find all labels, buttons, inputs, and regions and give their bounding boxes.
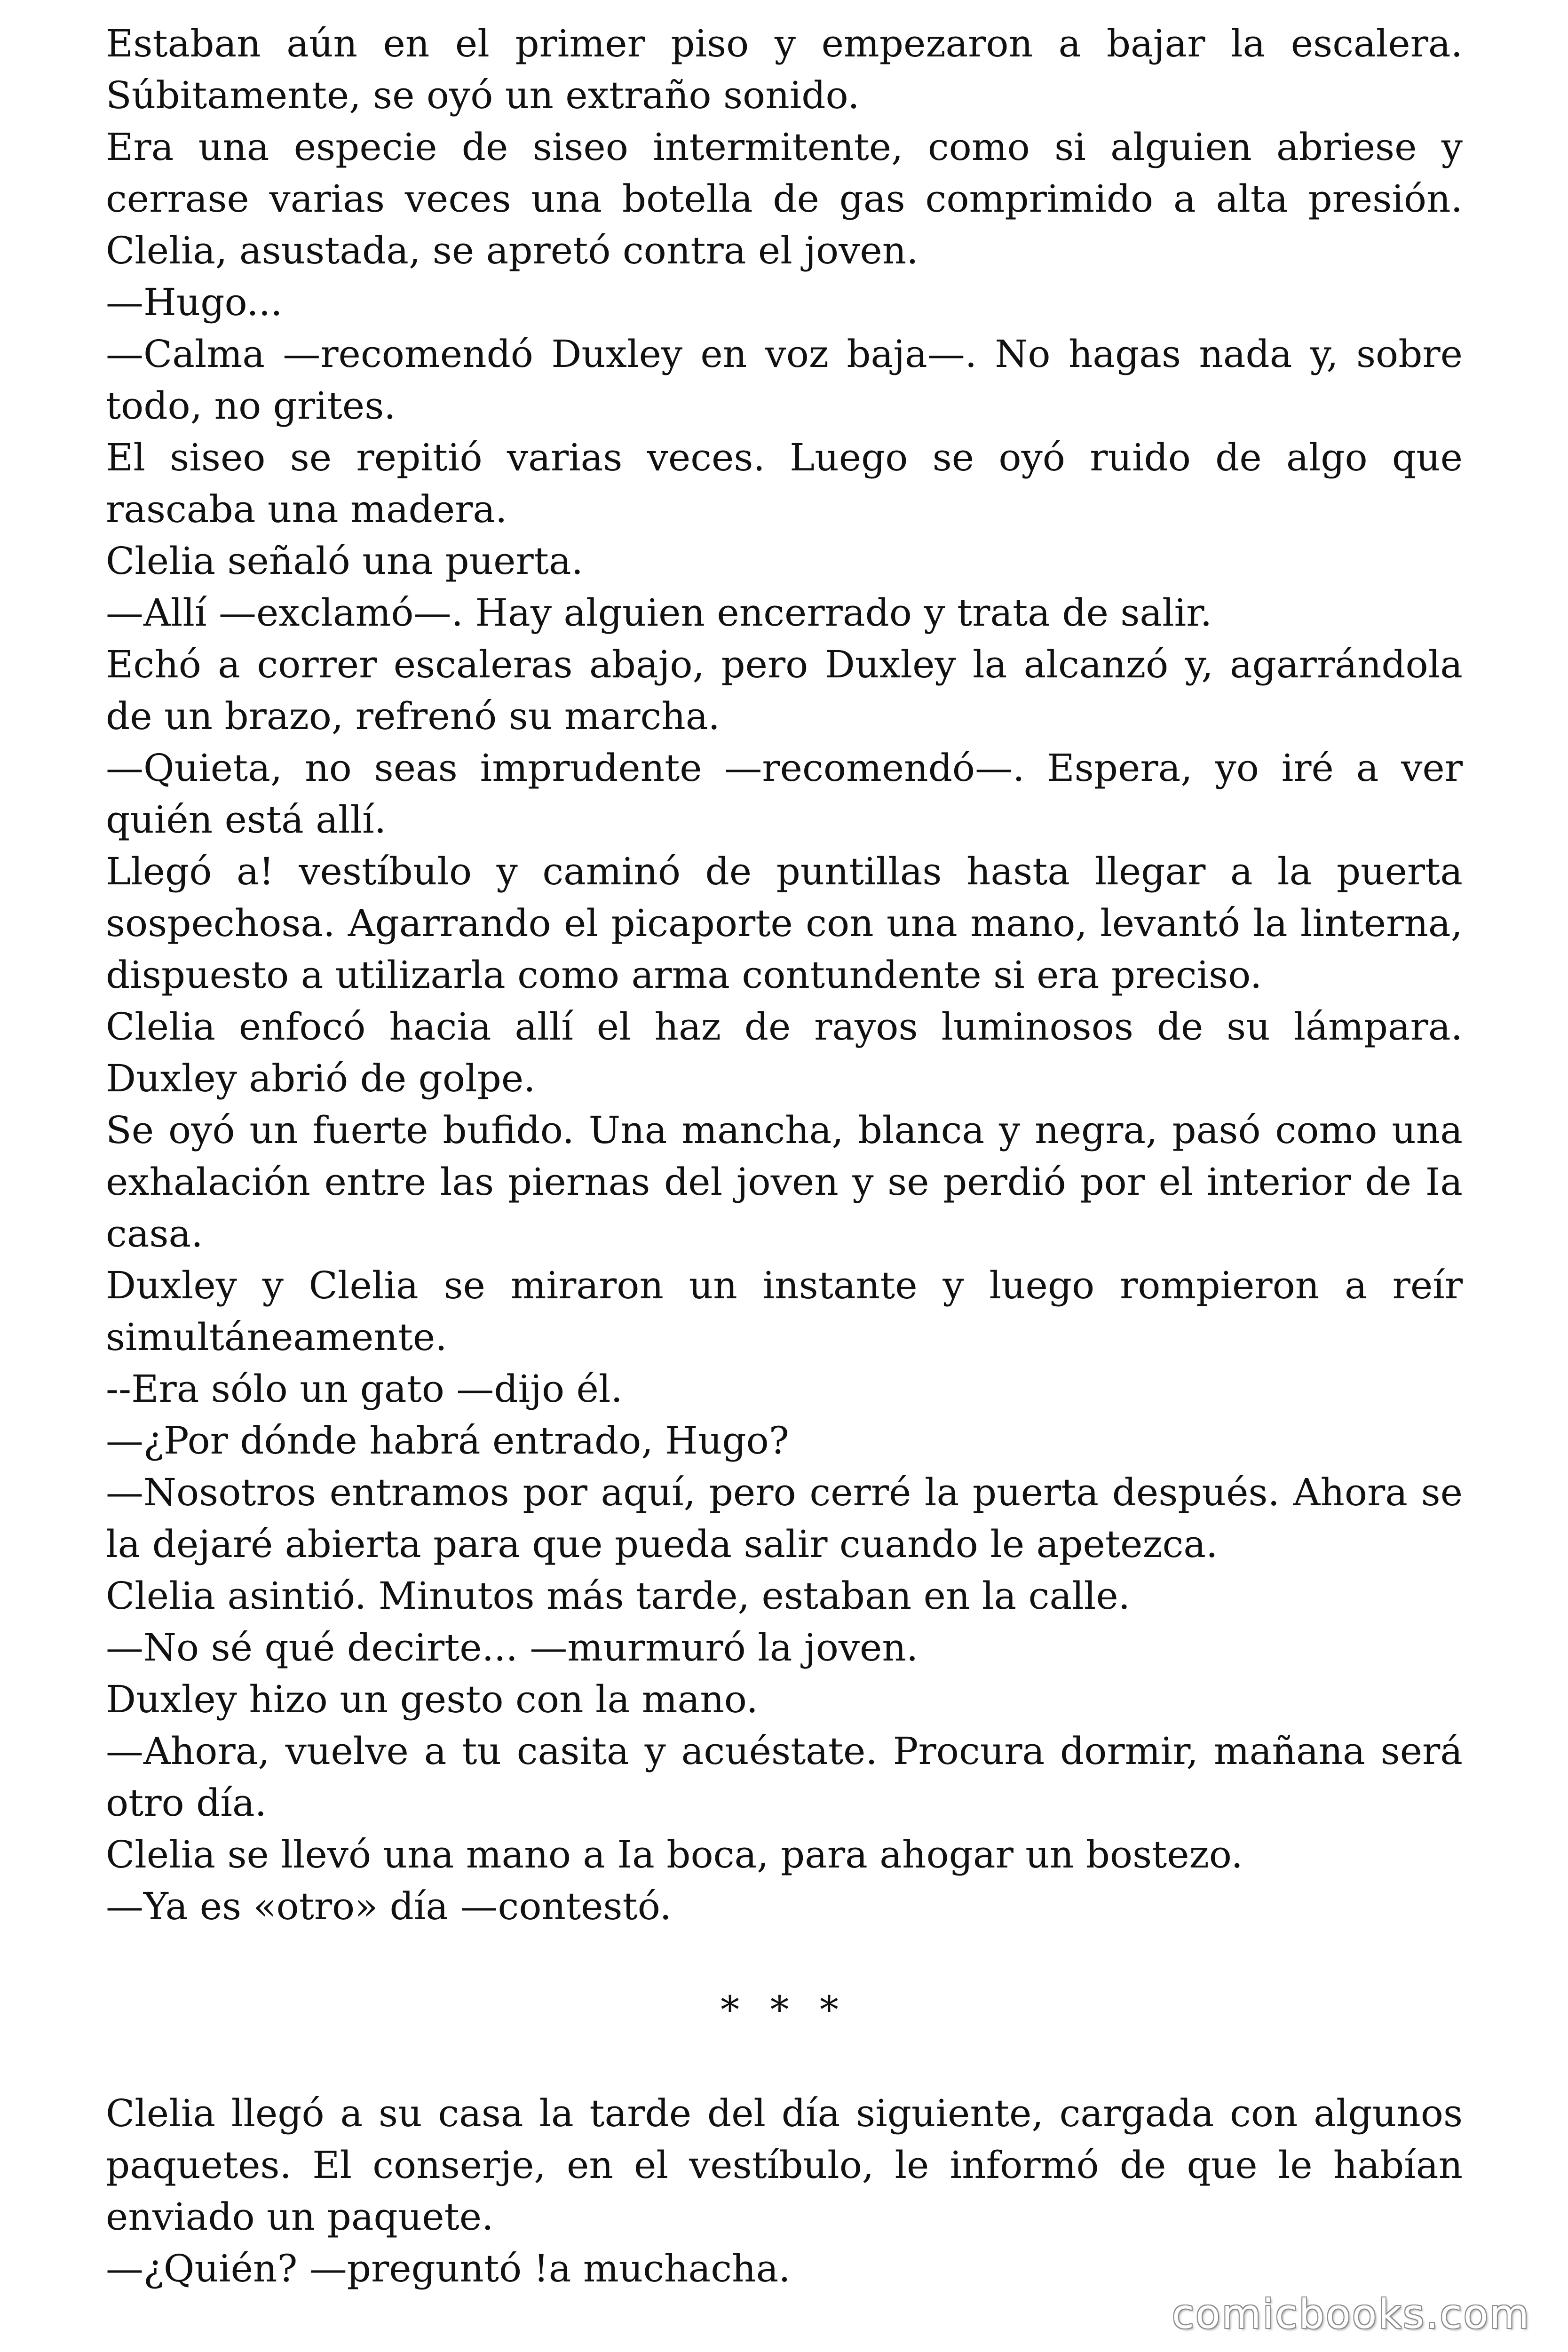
watermark-logo: comicbooks.com [1172, 2291, 1530, 2338]
paragraph: Clelia señaló una puerta. [106, 539, 583, 583]
paragraph: —Allí —exclamó—. Hay alguien encerrado y trata de salir. [106, 591, 1212, 635]
paragraph: Estaban aún en el primer piso y empezaron a bajar la escalera. Súbitamente, se oyó un extraño sonido. [106, 22, 1463, 117]
paragraph: El siseo se repitió varias veces. Luego se oyó ruido de algo que rascaba una madera. [106, 436, 1463, 531]
paragraph: —Nosotros entramos por aquí, pero cerré la puerta después. Ahora se la dejaré abierta para que pueda salir cuando le apetezca. [106, 1470, 1463, 1566]
text-section-after-separator [106, 2088, 1463, 2295]
paragraph: Se oyó un fuerte bufido. Una mancha, blanca y negra, pasó como una exhalación entre las piernas del joven y se perdió por el interior de Ia casa. [106, 1108, 1463, 1255]
paragraph: Clelia se llevó una mano a Ia boca, para ahogar un bostezo. [106, 1833, 1243, 1876]
paragraph: Duxley y Clelia se miraron un instante y luego rompieron a reír simultáneamente. [106, 1263, 1463, 1359]
scene-separator: * * * [721, 1988, 848, 2032]
paragraph: —¿Quién? —preguntó !a muchacha. [106, 2247, 791, 2290]
paragraph: —Calma —recomendó Duxley en voz baja—. No hagas nada y, sobre todo, no grites. [106, 332, 1463, 428]
paragraph: Era una especie de siseo intermitente, como si alguien abriese y cerrase varias veces una botella de gas comprimido a alta presión. Clelia, asustada, se apretó contra el joven. [106, 125, 1463, 272]
paragraph: Duxley hizo un gesto con la mano. [106, 1677, 758, 1721]
paragraph: Clelia asintió. Minutos más tarde, estaban en la calle. [106, 1574, 1131, 1618]
paragraph: Clelia llegó a su casa la tarde del día siguiente, cargada con algunos paquetes. El conserje, en el vestíbulo, le informó de que le habían enviado un paquete. [106, 2091, 1463, 2239]
paragraph: Echó a correr escaleras abajo, pero Duxley la alcanzó y, agarrándola de un brazo, refrenó su marcha. [106, 643, 1463, 738]
paragraph: Clelia enfocó hacia allí el haz de rayos luminosos de su lámpara. Duxley abrió de golpe. [106, 1005, 1463, 1100]
text-section-before-separator [106, 18, 1463, 1932]
paragraph: Llegó a! vestíbulo y caminó de puntillas hasta llegar a la puerta sospechosa. Agarrando el picaporte con una mano, levantó la linterna, dispuesto a utilizarla como arma contundente si era preciso. [106, 850, 1463, 997]
paragraph: —Ya es «otro» día —contestó. [106, 1884, 672, 1928]
paragraph: —No sé qué decirte... —murmuró la joven. [106, 1626, 919, 1669]
paragraph: —Ahora, vuelve a tu casita y acuéstate. Procura dormir, mañana será otro día. [106, 1729, 1463, 1825]
paragraph: --Era sólo un gato —dijo él. [106, 1367, 623, 1411]
paragraph: —Hugo... [106, 280, 283, 324]
paragraph: —¿Por dónde habrá entrado, Hugo? [106, 1419, 789, 1462]
paragraph: —Quieta, no seas imprudente —recomendó—. Espera, yo iré a ver quién está allí. [106, 746, 1463, 842]
page-text-body [106, 18, 1463, 2295]
